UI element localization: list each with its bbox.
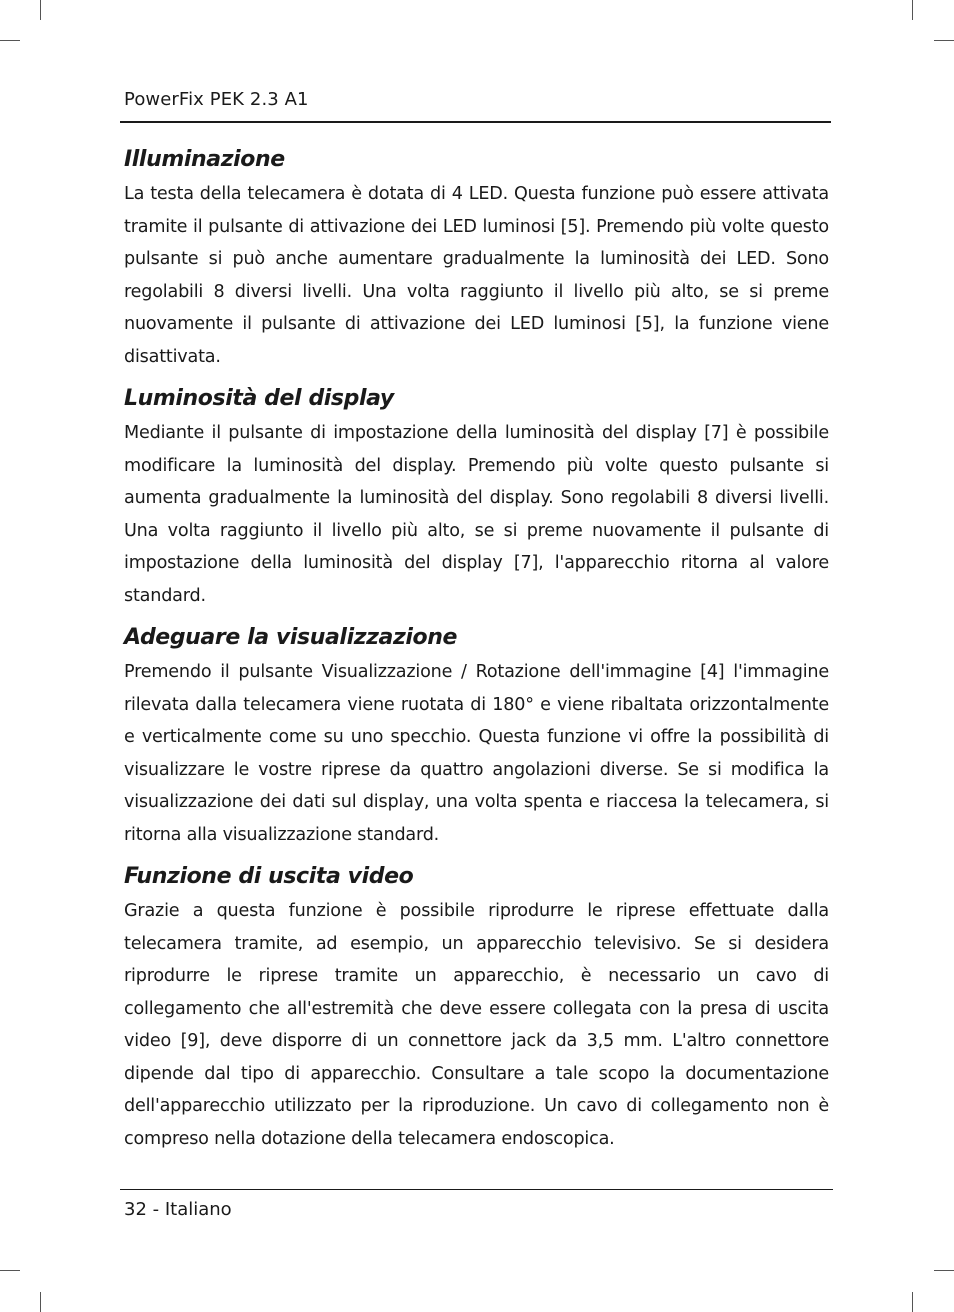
header-divider: [120, 121, 831, 123]
crop-mark: [40, 0, 41, 20]
crop-mark: [934, 1270, 954, 1271]
section-paragraph: Mediante il pulsante di impostazione della luminosità del display [7] è possibile modificare la luminosità del display. Premendo più volte questo pulsante si aumenta gradualmente la luminosità del display. Sono regolabili 8 diversi livelli. Una volta raggiunto il livello più alto, se si preme nuovamente il pulsante di impostazione della luminosità del display [7], l'apparecchio ritorna al valore standard.: [124, 423, 829, 606]
section-paragraph: La testa della telecamera è dotata di 4 LED. Questa funzione può essere attivata tramite il pulsante di attivazione dei LED luminosi [5]. Premendo più volte questo pulsante si può anche aumentare gradualmente la luminosità dei LED. Sono regolabili 8 diversi livelli. Una volta raggiunto il livello più alto, se si preme nuovamente il pulsante di attivazione dei LED luminosi [5], la funzione viene disattivata.: [124, 184, 829, 367]
section-paragraph: Premendo il pulsante Visualizzazione / Rotazione dell'immagine [4] l'immagine rilevata dalla telecamera viene ruotata di 180° e viene ribaltata orizzontalmente e verticalmente come su uno specchio. Questa funzione vi offre la possibilità di visualizzare le vostre riprese da quattro angolazioni diverse. Se si modifica la visualizzazione dei dati sul display, una volta spenta e riaccesa la telecamera, si ritorna alla visualizzazione standard.: [124, 662, 829, 845]
section-heading: Funzione di uscita video: [124, 864, 414, 889]
section-heading: Adeguare la visualizzazione: [124, 625, 458, 650]
page-footer: 32 - Italiano: [124, 1199, 232, 1220]
section-paragraph: Grazie a questa funzione è possibile riprodurre le riprese effettuate dalla telecamera tramite, ad esempio, un apparecchio televisivo. Se si desidera riprodurre le riprese tramite un apparecchio, è necessario un cavo di collegamento che all'estremità che deve essere collegata con la presa di uscita video [9], deve disporre di un connettore jack da 3,5 mm. L'altro connettore dipende dal tipo di apparecchio. Consultare a tale scopo la documentazione dell'apparecchio utilizzato per la riproduzione. Un cavo di collegamento non è compreso nella dotazione della telecamera endoscopica.: [124, 901, 829, 1149]
crop-mark: [40, 1292, 41, 1312]
section-heading: Illuminazione: [124, 147, 285, 172]
crop-mark: [0, 1270, 20, 1271]
section-luminosita-display: [124, 381, 829, 612]
section-adeguare-visualizzazione: [124, 620, 829, 851]
section-heading: Luminosità del display: [124, 386, 394, 411]
crop-mark: [934, 40, 954, 41]
page-header: PowerFix PEK 2.3 A1: [124, 89, 309, 110]
section-uscita-video: [124, 859, 829, 1155]
footer-divider: [120, 1189, 833, 1190]
page-body: [124, 142, 829, 1163]
section-illuminazione: [124, 142, 829, 373]
crop-mark: [912, 1292, 913, 1312]
crop-mark: [0, 40, 20, 41]
crop-mark: [912, 0, 913, 20]
